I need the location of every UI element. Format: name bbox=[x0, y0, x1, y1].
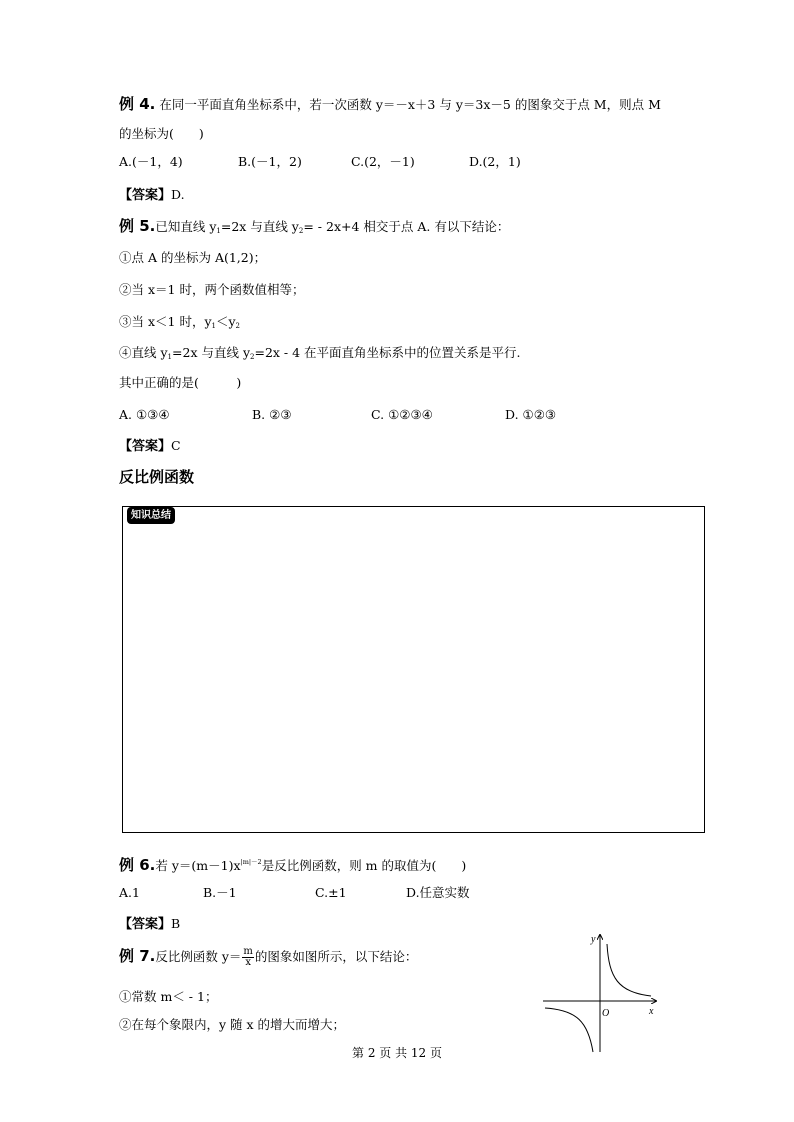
ex6-option-c: C.±1 bbox=[315, 885, 347, 900]
ex4-line1 bbox=[119, 95, 661, 114]
ex4-label: 例 4. bbox=[119, 95, 156, 113]
ex5-c4-b: =2x 与直线 y bbox=[172, 345, 251, 360]
ex4-answer-tag: 【答案】 bbox=[119, 188, 172, 203]
ex4-option-a: A.(－1，4) bbox=[119, 154, 183, 169]
ex6-answer-tag: 【答案】 bbox=[119, 917, 172, 932]
ex5-intro-a: 已知直线 y bbox=[155, 219, 217, 234]
ex7-hyperbola-graph bbox=[543, 930, 668, 1055]
ex6-option-b: B.－1 bbox=[203, 885, 237, 900]
ex6-answer-value: B bbox=[171, 916, 181, 931]
ex6-question bbox=[119, 853, 466, 875]
ex5-option-b: B. ②③ bbox=[252, 407, 292, 422]
ex5-option-d: D. ①②③ bbox=[505, 407, 557, 422]
ex5-intro-c: = - 2x+4 相交于点 A. 有以下结论： bbox=[303, 219, 510, 234]
origin-label: O bbox=[602, 1008, 610, 1019]
ex4-text: 在同一平面直角坐标系中，若一次函数 y＝－x＋3 与 y＝3x－5 的图象交于点 M，则点 M bbox=[159, 97, 661, 112]
ex6-option-a: A.1 bbox=[119, 885, 140, 900]
ex5-conclusion-3 bbox=[119, 313, 240, 335]
ex7-frac-den: x bbox=[245, 957, 251, 968]
ex7-conclusion-1: ①常数 m＜ - 1； bbox=[119, 989, 218, 1004]
ex7-conclusion-2: ②在每个象限内，y 随 x 的增大而增大； bbox=[119, 1017, 346, 1032]
ex5-intro-sub2: 2 bbox=[298, 227, 304, 235]
ex4-option-b: B.(－1，2) bbox=[238, 154, 302, 169]
ex5-c4-sub1: 1 bbox=[167, 353, 173, 361]
page-footer: 第 2 页 共 12 页 bbox=[352, 1046, 442, 1060]
ex5-conclusion-1: ①点 A 的坐标为 A(1,2)； bbox=[119, 250, 267, 265]
ex6-label: 例 6. bbox=[119, 856, 156, 874]
x-axis-label: x bbox=[649, 1006, 654, 1017]
ex7-question bbox=[119, 947, 417, 968]
section-title: 反比例函数 bbox=[119, 468, 195, 486]
ex5-intro-b: =2x 与直线 y bbox=[220, 219, 299, 234]
hyperbola-branch-q1 bbox=[607, 944, 651, 996]
ex5-answer-tag: 【答案】 bbox=[119, 439, 172, 454]
knowledge-summary-box bbox=[122, 506, 705, 833]
ex7-frac-num: m bbox=[243, 946, 253, 957]
ex5-c3-sub2: 2 bbox=[235, 322, 241, 330]
ex6-option-d: D.任意实数 bbox=[406, 885, 470, 900]
ex5-c4-a: ④直线 y bbox=[119, 345, 168, 360]
ex7-fraction bbox=[242, 947, 253, 968]
ex6-text-b: 是反比例函数，则 m 的取值为( ) bbox=[261, 858, 467, 873]
y-axis-label: y bbox=[591, 934, 596, 945]
ex5-option-c: C. ①②③④ bbox=[371, 407, 433, 422]
ex5-conclusion-2: ②当 x＝1 时，两个函数值相等； bbox=[119, 282, 305, 297]
ex4-answer-value: D. bbox=[171, 187, 185, 202]
ex5-conclusion-4 bbox=[119, 344, 521, 366]
ex6-text-a: 若 y＝(m－1)x bbox=[155, 858, 241, 873]
ex5-c4-c: =2x - 4 在平面直角坐标系中的位置关系是平行. bbox=[254, 345, 521, 360]
ex5-c3-sub1: 1 bbox=[211, 322, 216, 330]
ex5-answer-value: C bbox=[171, 438, 181, 453]
ex5-c3-a: ③当 x＜1 时，y bbox=[119, 314, 212, 329]
ex7-text-b: 的图象如图所示，以下结论： bbox=[254, 949, 418, 964]
ex7-text-a: 反比例函数 y＝ bbox=[155, 949, 242, 964]
ex6-answer bbox=[119, 915, 180, 934]
knowledge-summary-tag: 知识总结 bbox=[127, 507, 175, 524]
ex5-intro-sub1: 1 bbox=[216, 227, 221, 235]
ex5-c3-b: ＜y bbox=[215, 314, 236, 329]
ex5-label: 例 5. bbox=[119, 217, 156, 235]
ex4-answer bbox=[119, 186, 185, 205]
ex4-option-c: C.(2，－1) bbox=[351, 154, 415, 169]
ex7-label: 例 7. bbox=[119, 947, 156, 965]
ex5-option-a: A. ①③④ bbox=[119, 407, 170, 422]
ex6-exponent: |m|－2 bbox=[240, 858, 262, 866]
ex5-intro bbox=[119, 217, 509, 240]
ex4-option-d: D.(2，1) bbox=[469, 154, 521, 169]
ex5-question: 其中正确的是( ) bbox=[119, 375, 242, 390]
ex5-c4-sub2: 2 bbox=[250, 353, 255, 361]
ex5-answer bbox=[119, 437, 181, 456]
ex4-line2: 的坐标为( ) bbox=[119, 126, 204, 141]
